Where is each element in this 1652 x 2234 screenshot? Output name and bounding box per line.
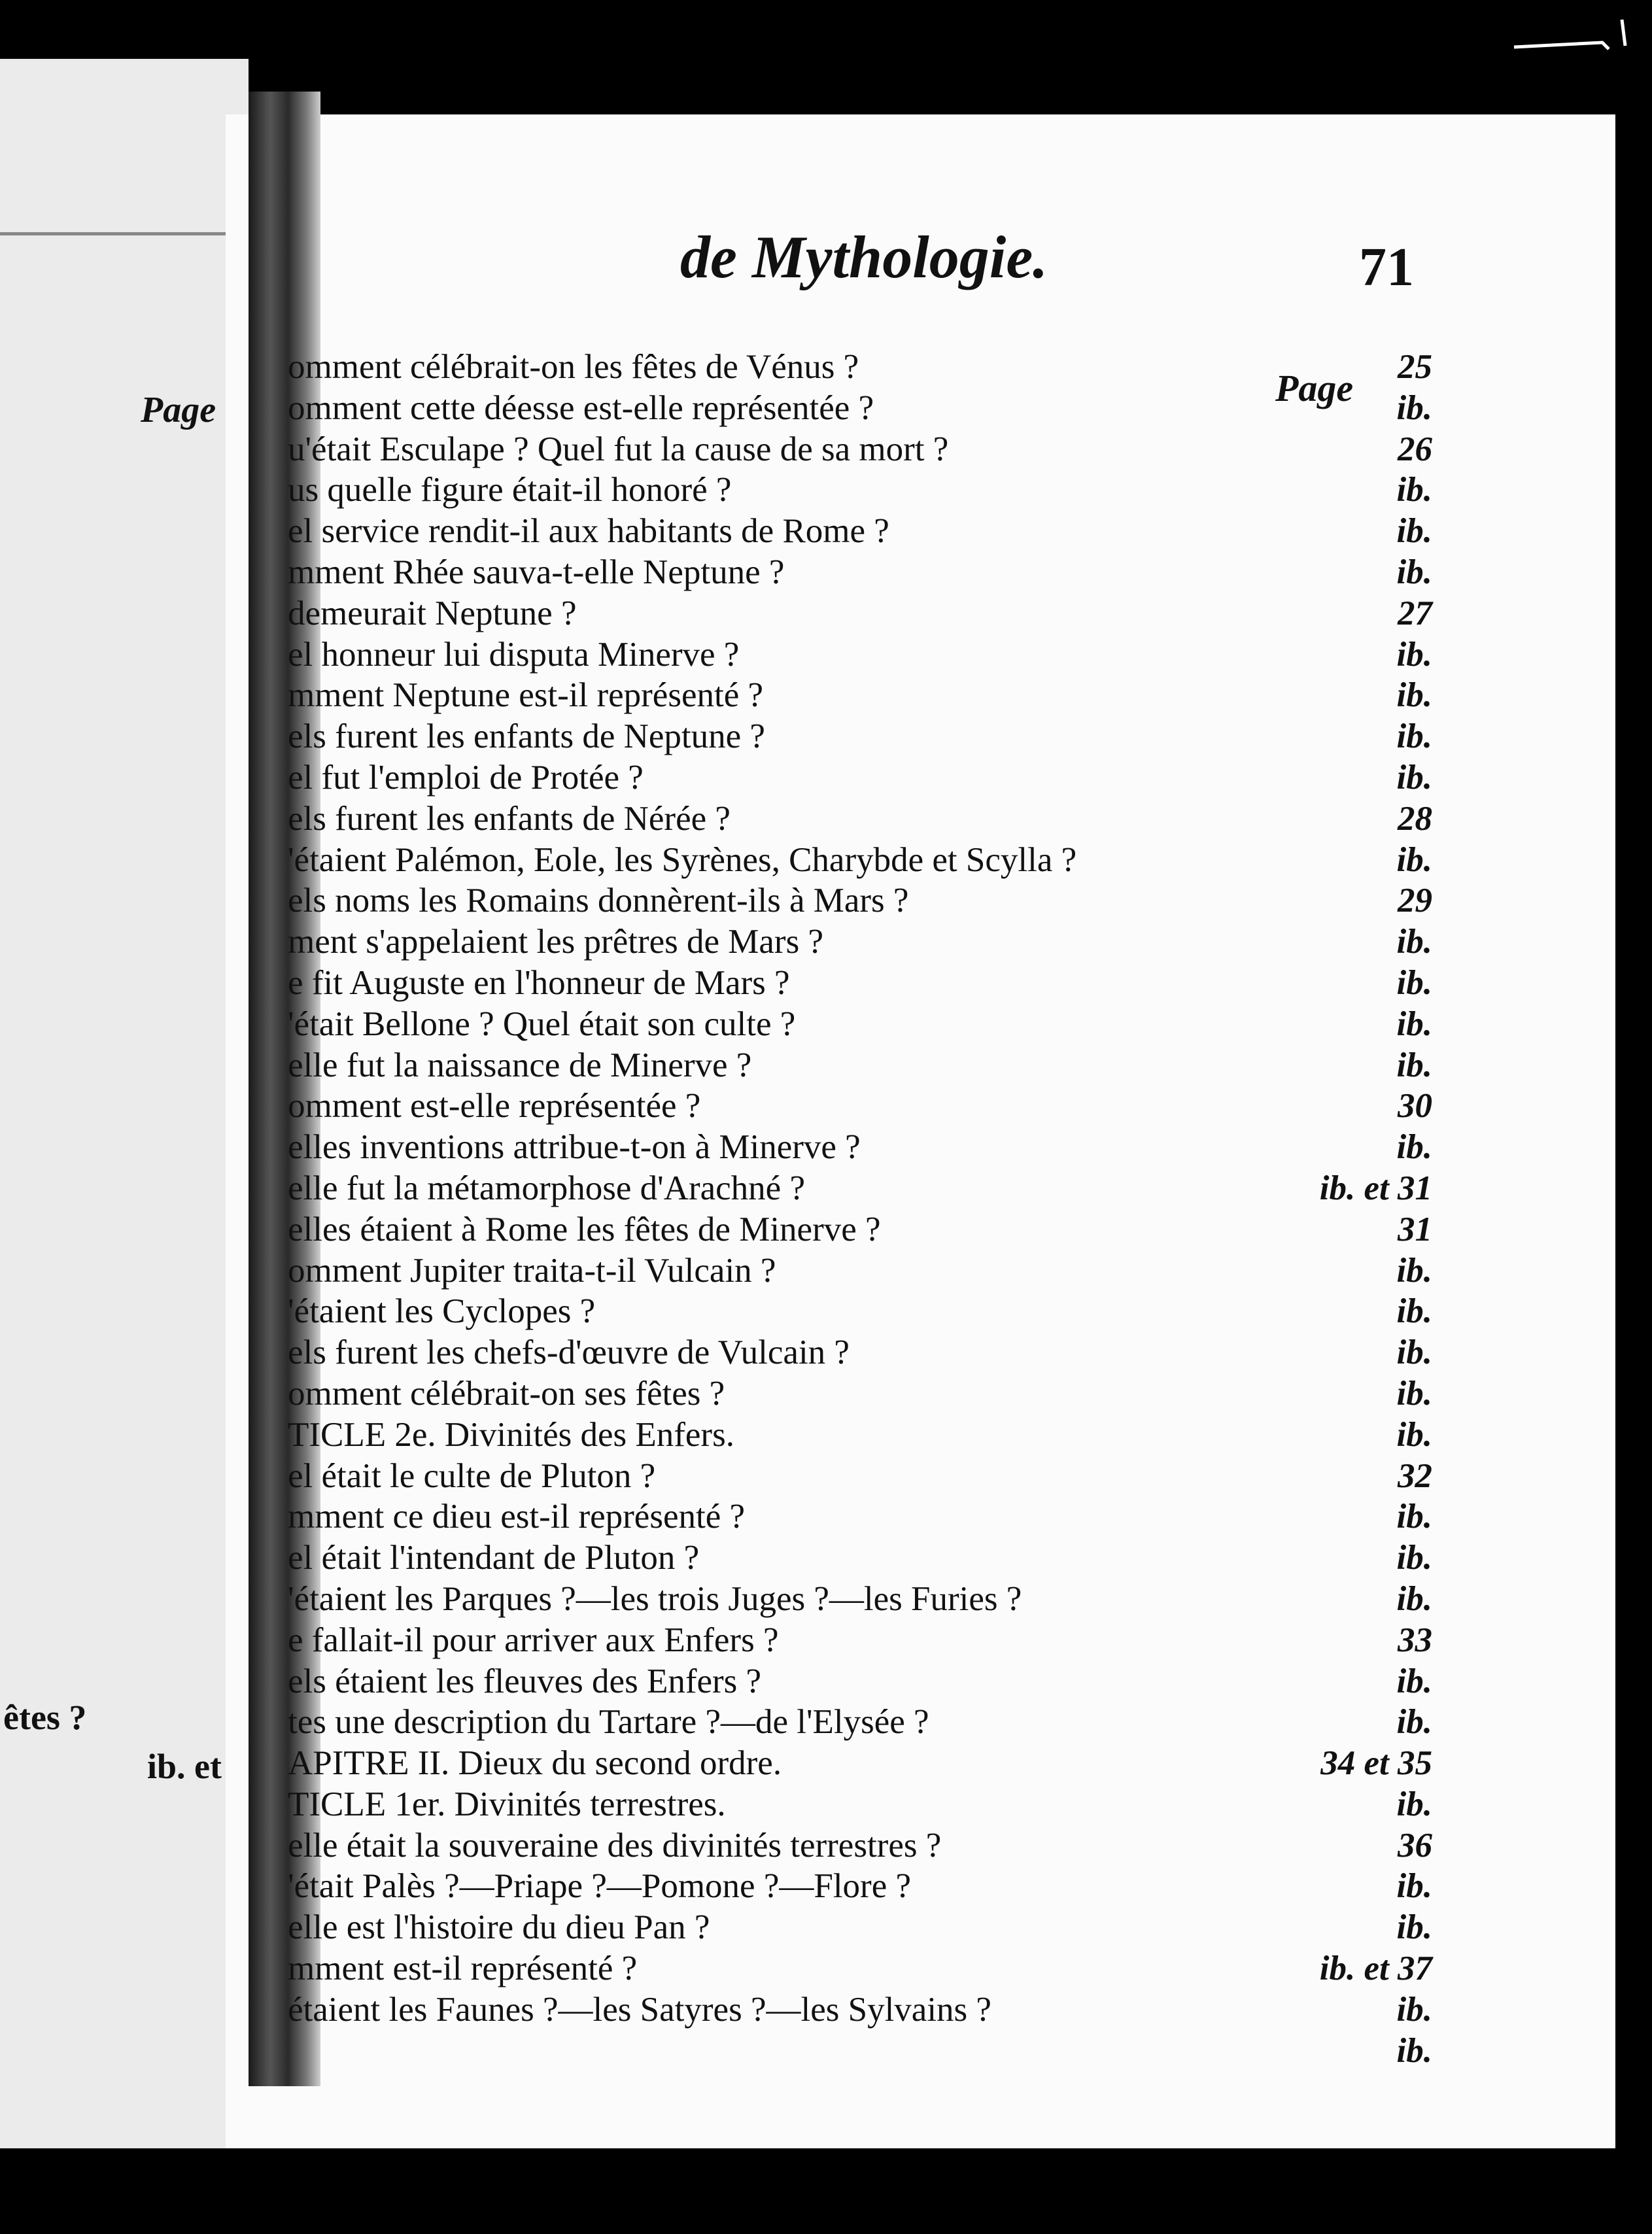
toc-page-ref: 31 [1398,1210,1432,1248]
left-page [0,59,249,2148]
toc-page-ref: ib. [1396,1990,1432,2029]
toc-page-ref: ib. [1396,635,1432,674]
toc-row [288,1127,1432,1168]
corner-mark [1511,13,1642,59]
toc-page-ref: ib. [1396,1251,1432,1290]
toc-row [288,1620,1432,1661]
toc-question: u'était Esculape ? Quel fut la cause de sa mort ? [288,430,949,468]
toc-row [288,1086,1432,1127]
toc-page-ref: 29 [1398,882,1432,920]
toc-row [288,634,1432,676]
toc-question: mment ce dieu est-il représenté ? [288,1498,745,1536]
toc-row [288,1291,1432,1332]
toc-page-ref: ib. [1396,1703,1432,1742]
toc-question: omment Jupiter traita-t-il Vulcain ? [288,1251,776,1290]
toc-page-ref: ib. [1396,676,1432,715]
toc-question: 'étaient Palémon, Eole, les Syrènes, Charybde et Scylla ? [288,840,1077,879]
toc-page-ref: ib. [1396,1005,1432,1043]
page-label: Page [1275,367,1354,409]
toc-question: TICLE 2e. Divinités des Enfers. [288,1415,734,1454]
toc-question: el honneur lui disputa Minerve ? [288,635,740,674]
toc-question: els étaient les fleuves des Enfers ? [288,1662,762,1700]
toc-page-ref: ib. et 31 [1319,1169,1432,1207]
toc-page-ref: ib. [1396,553,1432,591]
toc-page-ref: ib. [1396,471,1432,509]
toc-page-ref: ib. [1396,1498,1432,1536]
toc-row [288,511,1432,552]
toc-question: 'était Palès ?—Priape ?—Pomone ?—Flore ? [288,1867,911,1906]
toc-page-ref: ib. [1396,512,1432,551]
toc-page-ref: ib. [1396,1867,1432,1906]
toc-page-ref: ib. [1396,2031,1432,2070]
toc-row [288,1045,1432,1086]
toc-row [288,1825,1432,1866]
toc-row [288,716,1432,757]
toc-row [288,840,1432,881]
toc-page-ref: 26 [1398,430,1432,468]
toc-page-ref: 36 [1398,1826,1432,1865]
toc-row [288,880,1432,921]
toc-row [288,1907,1432,1948]
toc-question: étaient les Faunes ?—les Satyres ?—les Sylvains ? [288,1990,991,2029]
toc-row [288,1948,1432,1989]
toc-page-ref: ib. et 37 [1319,1950,1432,1988]
toc-question: APITRE II. Dieux du second ordre. [288,1744,782,1783]
toc-row [288,1373,1432,1415]
toc-question: mment Neptune est-il représenté ? [288,676,763,715]
toc-row [288,1004,1432,1045]
left-fragment: ib. et [147,1747,222,1786]
toc-row [288,552,1432,593]
toc-row [288,429,1432,470]
toc-page-ref: ib. [1396,1333,1432,1372]
toc-row [288,675,1432,716]
toc-question: omment célébrait-on ses fêtes ? [288,1374,725,1413]
toc-row [288,2031,1432,2072]
toc-row [288,593,1432,634]
toc-row [288,470,1432,511]
table-of-contents [288,347,1432,2071]
toc-question: omment cette déesse est-elle représentée ? [288,388,874,427]
toc-page-ref: 33 [1398,1621,1432,1659]
toc-row [288,388,1432,429]
toc-row [288,963,1432,1004]
toc-page-ref: 28 [1398,799,1432,838]
toc-page-ref: 27 [1398,594,1432,632]
page-number: 71 [1359,237,1414,298]
toc-page-ref: ib. [1396,1374,1432,1413]
toc-page-ref: ib. [1396,840,1432,879]
toc-question: mment Rhée sauva-t-elle Neptune ? [288,553,785,591]
toc-page-ref: 32 [1398,1456,1432,1495]
toc-page-ref: ib. [1396,963,1432,1002]
running-head: de Mythologie. [680,224,1048,290]
toc-page-ref: ib. [1396,1128,1432,1167]
toc-row [288,1496,1432,1538]
toc-question: omment est-elle représentée ? [288,1087,701,1126]
toc-page-ref: ib. [1396,1292,1432,1331]
toc-page-ref: 25 [1398,348,1432,386]
toc-row [288,347,1432,388]
toc-question: els furent les enfants de Neptune ? [288,717,765,756]
toc-page-ref: ib. [1396,1539,1432,1577]
left-page-label: Page [141,390,216,430]
toc-row [288,1743,1432,1784]
left-page-rule [0,232,249,235]
toc-question: omment célébrait-on les fêtes de Vénus ? [288,348,859,386]
toc-question: tes une description du Tartare ?—de l'Elysée ? [288,1703,929,1742]
toc-question: elle fut la métamorphose d'Arachné ? [288,1169,805,1207]
toc-question: el fut l'emploi de Protée ? [288,758,644,797]
toc-row [288,1989,1432,2031]
toc-question: els noms les Romains donnèrent-ils à Mars ? [288,882,909,920]
toc-page-ref: ib. [1396,1908,1432,1947]
toc-page-ref: 30 [1398,1087,1432,1126]
toc-question: el était l'intendant de Pluton ? [288,1539,700,1577]
toc-row [288,1250,1432,1292]
toc-question: els furent les enfants de Nérée ? [288,799,731,838]
toc-row [288,1866,1432,1907]
toc-question: 'étaient les Cyclopes ? [288,1292,596,1331]
toc-page-ref: ib. [1396,1662,1432,1700]
toc-row [288,1332,1432,1373]
toc-question: 'étaient les Parques ?—les trois Juges ?—les Furies ? [288,1579,1022,1618]
toc-question: elle est l'histoire du dieu Pan ? [288,1908,710,1947]
toc-question: mment est-il représenté ? [288,1950,638,1988]
toc-page-ref: ib. [1396,388,1432,427]
toc-row [288,1702,1432,1743]
toc-question: 'était Bellone ? Quel était son culte ? [288,1005,796,1043]
left-fragment: êtes ? [3,1698,87,1737]
toc-row [288,1209,1432,1250]
toc-row [288,1415,1432,1456]
toc-row [288,757,1432,799]
toc-row [288,1168,1432,1209]
toc-question: e fallait-il pour arriver aux Enfers ? [288,1621,779,1659]
toc-page-ref: ib. [1396,1579,1432,1618]
toc-question: us quelle figure était-il honoré ? [288,471,732,509]
toc-question: elles inventions attribue-t-on à Minerve ? [288,1128,861,1167]
toc-row [288,921,1432,963]
toc-row [288,799,1432,840]
toc-page-ref: ib. [1396,1046,1432,1084]
toc-question: demeurait Neptune ? [288,594,577,632]
toc-row [288,1661,1432,1702]
toc-row [288,1579,1432,1620]
toc-question: els furent les chefs-d'œuvre de Vulcain ? [288,1333,850,1372]
toc-row [288,1456,1432,1497]
toc-question: TICLE 1er. Divinités terrestres. [288,1785,726,1823]
toc-row [288,1784,1432,1825]
toc-page-ref: ib. [1396,717,1432,756]
toc-question: elle était la souveraine des divinités terrestres ? [288,1826,942,1865]
toc-question: e fit Auguste en l'honneur de Mars ? [288,963,790,1002]
toc-question: el service rendit-il aux habitants de Rome ? [288,512,889,551]
toc-page-ref: ib. [1396,758,1432,797]
toc-page-ref: ib. [1396,1785,1432,1823]
toc-question: elle fut la naissance de Minerve ? [288,1046,752,1084]
toc-question: el était le culte de Pluton ? [288,1456,656,1495]
toc-page-ref: ib. [1396,1415,1432,1454]
toc-question: elles étaient à Rome les fêtes de Minerve ? [288,1210,881,1248]
toc-page-ref: 34 et 35 [1320,1744,1432,1783]
toc-page-ref: ib. [1396,923,1432,961]
toc-row [288,1538,1432,1579]
toc-question: ment s'appelaient les prêtres de Mars ? [288,923,823,961]
